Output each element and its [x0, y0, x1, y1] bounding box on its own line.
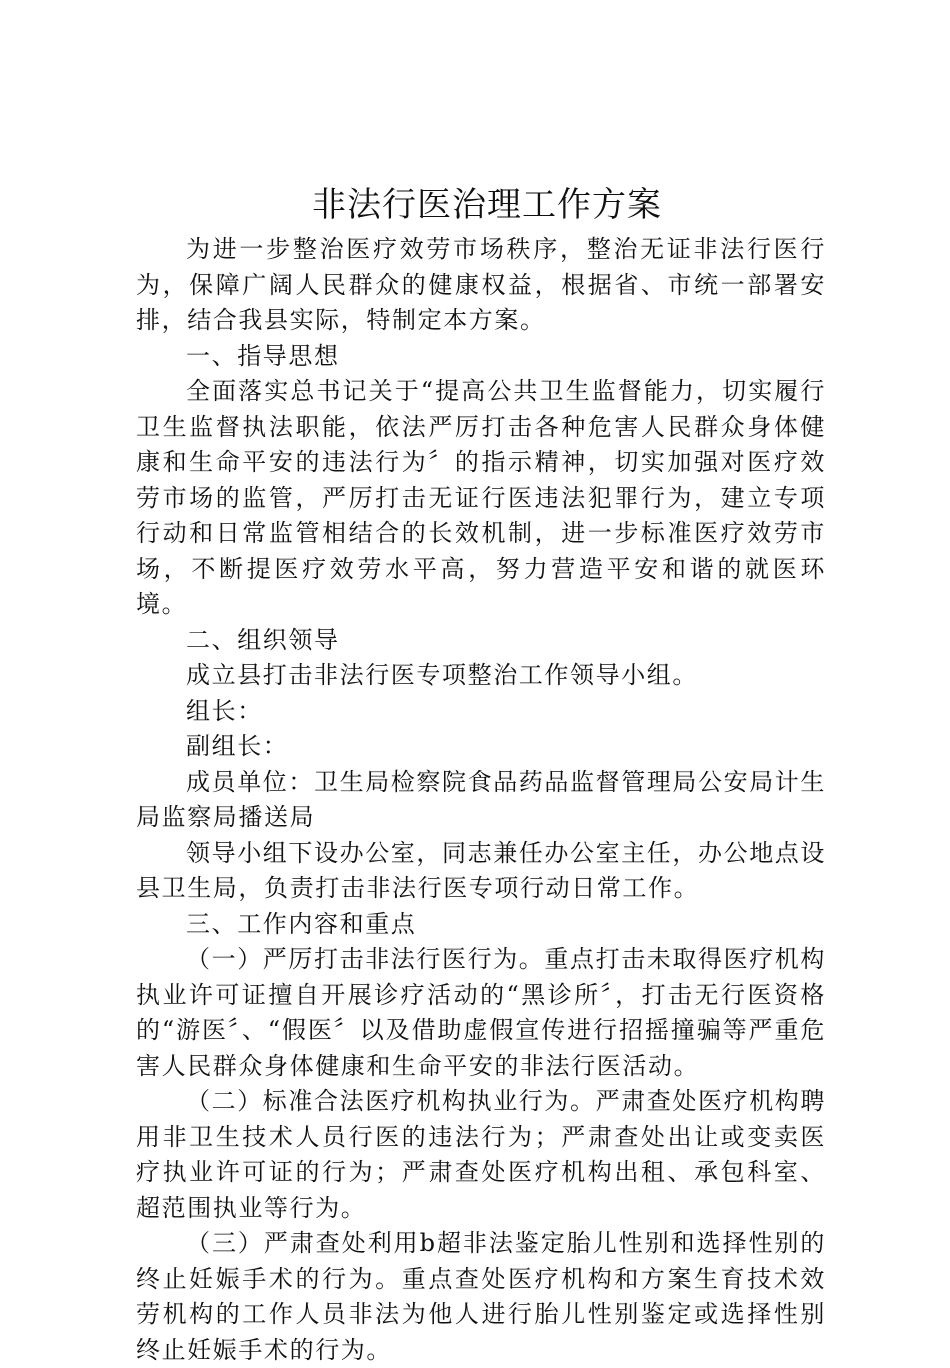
document-page [136, 182, 826, 1368]
paragraph-leading-group: 成立县打击非法行医专项整治工作领导小组。 [186, 661, 698, 689]
section-heading-organization: 二、组织领导 [186, 625, 340, 654]
paragraph-intro: 为进一步整治医疗效劳市场秩序，整治无证非法行医行为，保障广阔人民群众的健康权益，根据省、市统一部署安排，结合我县实际，特制定本方案。 [136, 235, 826, 334]
paragraph-member-units: 成员单位：卫生局检察院食品药品监督管理局公安局计生局监察局播送局 [136, 767, 826, 831]
paragraph-group-leader: 组长： [186, 696, 263, 725]
paragraph-item-1: （一）严厉打击非法行医行为。重点打击未取得医疗机构执业许可证擅自开展诊疗活动的“黑诊所〞，打击无行医资格的“游医〞、“假医〞以及借助虚假宣传进行招摇撞骗等严重危害人民群众身体健康和生命平安的非法行医活动。 [136, 945, 826, 1080]
paragraph-deputy-leader: 副组长： [186, 732, 289, 760]
section-heading-guiding-ideology: 一、指导思想 [186, 341, 340, 370]
section-heading-work-content: 三、工作内容和重点 [186, 909, 417, 938]
paragraph-office: 领导小组下设办公室，同志兼任办公室主任，办公地点设县卫生局，负责打击非法行医专项行动日常工作。 [136, 838, 826, 902]
paragraph-item-3: （三）严肃查处利用b超非法鉴定胎儿性别和选择性别的终止妊娠手术的行为。重点查处医疗机构和方案生育技术效劳机构的工作人员非法为他人进行胎儿性别鉴定或选择性别终止妊娠手术的行为。 [136, 1229, 826, 1364]
document-title: 非法行医治理工作方案 [312, 185, 662, 225]
paragraph-guiding-ideology: 全面落实总书记关于“提高公共卫生监督能力，切实履行卫生监督执法职能，依法严厉打击各种危害人民群众身体健康和生命平安的违法行为〞的指示精神，切实加强对医疗效劳市场的监管，严厉打击无证行医违法犯罪行为，建立专项行动和日常监管相结合的长效机制，进一步标准医疗效劳市场，不断提医疗效劳水平高，努力营造平安和谐的就医环境。 [136, 377, 826, 618]
paragraph-item-2: （二）标准合法医疗机构执业行为。严肃查处医疗机构聘用非卫生技术人员行医的违法行为；严肃查处出让或变卖医疗执业许可证的行为；严肃查处医疗机构出租、承包科室、超范围执业等行为。 [136, 1087, 826, 1222]
